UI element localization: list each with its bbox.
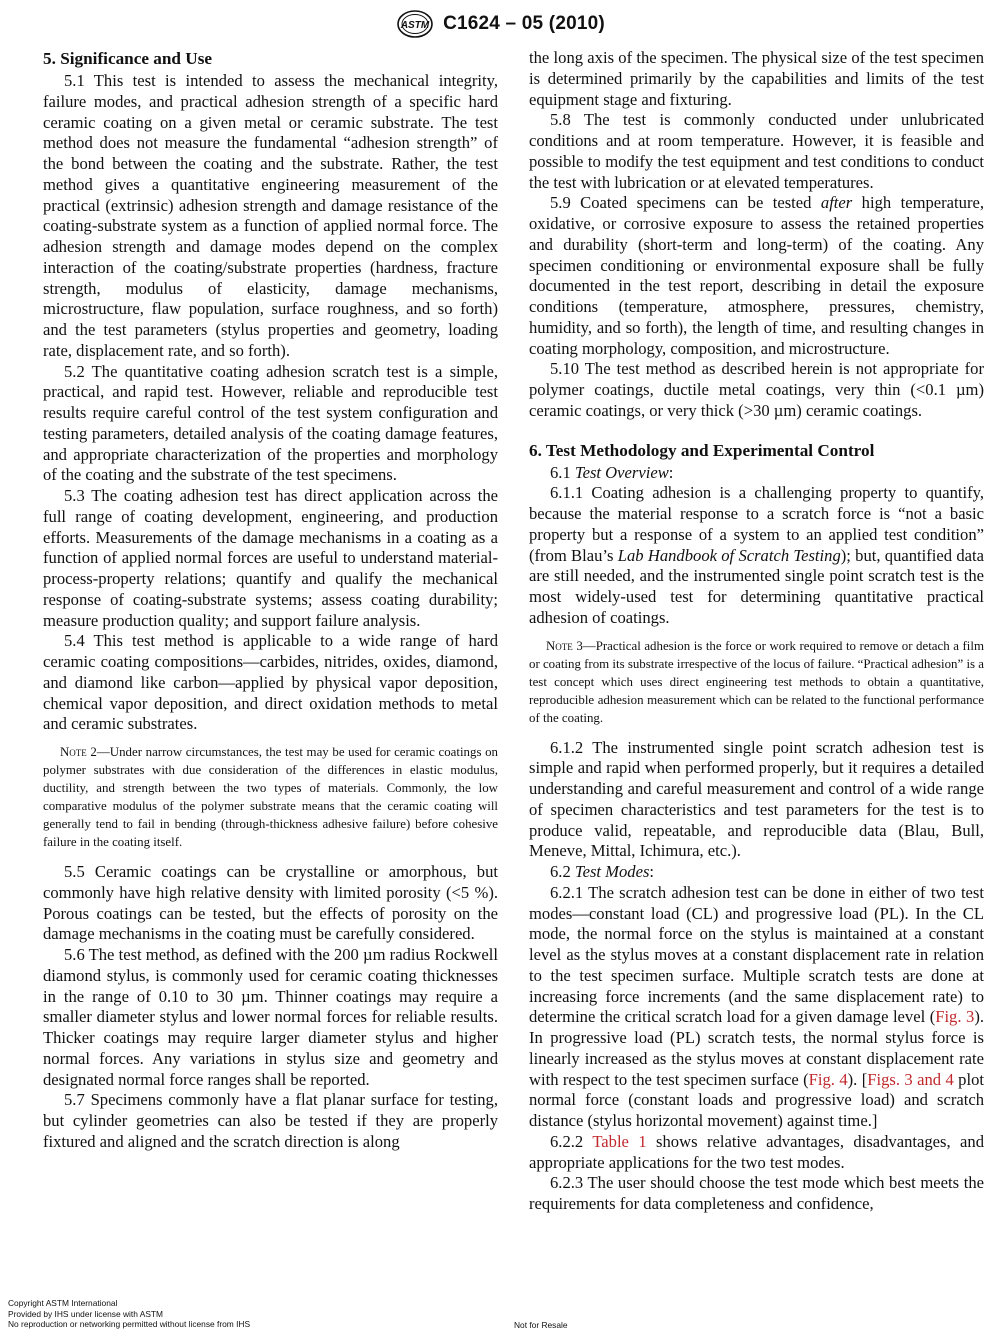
paragraph-6-2-2 <box>529 1132 984 1174</box>
note-2-label: Note 2 <box>60 745 97 759</box>
emphasis-text: after <box>820 193 853 213</box>
figure-3-link[interactable]: Fig. 3 <box>935 1007 975 1027</box>
text-run: : <box>649 862 655 881</box>
note-3 <box>529 637 984 727</box>
subheading-6-1 <box>529 463 984 484</box>
note-3-label: Note 3 <box>546 638 583 653</box>
text-run: 6.1 <box>550 462 575 482</box>
text-run: : <box>668 462 674 482</box>
section-heading-5: 5. Significance and Use <box>43 49 213 68</box>
text-run: 6.2.1 The scratch adhesion test can be done in either of two test modes—constant load (CL) and progressive load (PL). In the CL mode, the normal force on the stylus is maintained at a constant level as the stylus moves at a constant displacement rate in relation to the test specimen surface. Multiple scratch tests are done at increasing force increments (and the same displacement rate) to determine the critical scratch load for a given damage level ( <box>529 882 984 1027</box>
paragraph-6-2-3: 6.2.3 The user should choose the test mode which best meets the requirements for data completeness and confidence, <box>529 1173 984 1213</box>
page-header <box>0 6 1000 42</box>
emphasis-text: Test Overview <box>574 462 669 482</box>
text-run: ). In progressive load (PL) scratch tests, the normal stylus force is linearly increased as the stylus moves at constant displacement rate with respect to the test specimen surface ( <box>529 1007 984 1089</box>
section-heading-6: 6. Test Methodology and Experimental Control <box>529 440 875 460</box>
figures-3-and-4-link[interactable]: Figs. 3 and 4 <box>867 1069 954 1089</box>
paragraph-5-4: 5.4 This test method is applicable to a wide range of hard ceramic coating compositions—carbides, nitrides, oxides, diamond, and diamond like carbon—applied by physical vapor deposition, chemical vapor deposition, and direct oxidation methods to metal and ceramic substrates. <box>43 631 498 734</box>
subheading-6-2 <box>529 862 984 883</box>
paragraph-5-7-continued: the long axis of the specimen. The physical size of the test specimen is determined primarily by the capabilities and limits of the test equipment stage and fixturing. <box>529 48 984 109</box>
copyright-footer <box>8 1298 250 1330</box>
paragraph-5-10: 5.10 The test method as described herein is not appropriate for polymer coatings, ductile metal coatings, very thin (<0.1 µm) ceramic coatings, or very thick (>30 µm) ceramic coatings. <box>529 359 984 420</box>
paragraph-5-2: 5.2 The quantitative coating adhesion scratch test is a simple, practical, and rapid test. However, reliable and reproducible test results require careful control of the test system configuration and testing parameters, detailed analysis of the coating damage features, and appropriate characterization of the properties and morphology of the coating and the substrate of the test specimens. <box>43 361 498 485</box>
note-3-text: —Practical adhesion is the force or work required to remove or detach a film or coating from its substrate irrespective of the locus of failure. “Practical adhesion” is a test concept which uses direct engineering test methods to obtain a quantitative, reproducible adhesion measurement which can be related to the functional performance of the coating. <box>529 638 984 725</box>
paragraph-5-1: 5.1 This test is intended to assess the mechanical integrity, failure modes, and practical adhesion strength of a specific hard ceramic coating on a given metal or ceramic substrate. The test method does not measure the fundamental “adhesion strength” of the bond between the coating and the substrate. Rather, the test method gives a quantitative engineering measurement of the practical (extrinsic) adhesion strength and damage resistance of the coating-substrate system as a function of applied normal force. The adhesion strength and damage modes depend on the complex interaction of the coating/substrate properties (hardness, fracture strength, modulus of elasticity, damage mechanisms, microstructure, flaw population, surface roughness, and so forth) and the test parameters (stylus properties and geometry, loading rate, displacement rate, and so forth). <box>43 71 498 360</box>
not-for-resale-footer: Not for Resale <box>514 1320 568 1330</box>
paragraph-5-8: 5.8 The test is commonly conducted under unlubricated conditions and at room temperature. However, it is feasible and possible to modify the test equipment and test conditions to conduct the test with lubrication or at elevated temperatures. <box>529 110 984 192</box>
text-run: 6.2 <box>550 862 575 881</box>
text-run: ). [ <box>847 1069 868 1089</box>
standard-designation: C1624 – 05 (2010) <box>443 13 605 34</box>
text-run: high temperature, oxidative, or corrosive exposure to assess the retained properties and durability (short-term and long-term) of the coating. Any specimen conditioning or environmental exposure shall be fully documented in the test report, describing in detail the exposure conditions (temperature, atmosphere, pressures, chemistry, humidity, and so forth), the length of time, and resulting changes in coating morphology, composition, and microstructure. <box>529 193 984 358</box>
paragraph-5-3: 5.3 The coating adhesion test has direct application across the full range of coating development, engineering, and production efforts. Measurements of the damage mechanisms in a coating as a function of applied normal forces are useful to understand material-process-property relations; quantify and qualify the mechanical response of coating-substrate systems; assess coating durability; measure production quality; and support failure analysis. <box>43 486 498 630</box>
emphasis-text: Test Modes <box>574 862 650 881</box>
text-run: 5.9 Coated specimens can be tested <box>550 193 821 213</box>
right-column <box>529 48 984 1215</box>
svg-text:ASTM: ASTM <box>400 20 430 31</box>
left-column <box>43 48 498 1153</box>
paragraph-5-9 <box>529 193 984 359</box>
paragraph-6-1-2: 6.1.2 The instrumented single point scratch adhesion test is simple and rapid when performed properly, but it requires a detailed understanding and careful measurement and control of a wide range of specimen characteristics and test parameters for the test is to produce valid, repeatable, and reproducible data (Blau, Bull, Meneve, Mittal, Ichimura, etc.). <box>529 737 984 861</box>
paragraph-6-1-1 <box>529 483 984 628</box>
figure-4-link[interactable]: Fig. 4 <box>808 1069 848 1089</box>
footer-line-3: No reproduction or networking permitted without license from IHS <box>8 1319 251 1330</box>
text-run: 6.2.2 <box>550 1131 593 1151</box>
text-run: 6.1.1 Coating adhesion is a challenging property to quantify, because the material response to a scratch force is “not a basic property but a response of a system to an applied test condition” (from Blau’s <box>529 483 984 565</box>
footer-line-1: Copyright ASTM International <box>8 1298 118 1308</box>
paragraph-6-2-1 <box>529 883 984 1132</box>
paragraph-5-7: 5.7 Specimens commonly have a flat planar surface for testing, but cylinder geometries can also be tested if they are properly fixtured and aligned and the scratch direction is along <box>43 1090 498 1151</box>
paragraph-5-5: 5.5 Ceramic coatings can be crystalline or amorphous, but commonly have high relative density with limited porosity (<5 %). Porous coatings can be tested, but the effects of porosity on the damage mechanisms in the coating must be carefully considered. <box>43 862 498 944</box>
text-run: ); but, quantified data are still needed, and the instrumented single point scratch test is the most widely-used test for determining quantitative practical adhesion of coatings. <box>529 545 984 627</box>
book-title: Lab Handbook of Scratch Testing <box>617 545 841 565</box>
text-run: plot normal force (constant loads and progressive load) and scratch distance (stylus horizontal movement) against time.] <box>529 1069 984 1130</box>
astm-logo-icon <box>395 9 435 39</box>
footer-line-2: Provided by IHS under license with ASTM <box>8 1308 164 1319</box>
note-2 <box>43 743 498 851</box>
table-1-link[interactable]: Table 1 <box>592 1131 647 1151</box>
paragraph-5-6: 5.6 The test method, as defined with the 200 µm radius Rockwell diamond stylus, is commonly used for ceramic coating thicknesses in the range of 0.10 to 30 µm. Thinner coatings may require a smaller diameter stylus and lower normal forces for reliable results. Thicker coatings may require larger diameter stylus and higher normal forces. Any variations in stylus size and geometry and designated normal force ranges shall be reported. <box>43 945 498 1089</box>
text-run: shows relative advantages, disadvantages, and appropriate applications for the two test modes. <box>529 1131 984 1172</box>
note-2-text: —Under narrow circumstances, the test may be used for ceramic coatings on polymer substrates with due consideration of the differences in elastic modulus, ductility, and strength between the two types of materials. Commonly, the low comparative modulus of the polymer substrate means that the ceramic coating will generally tend to fail in bending (through-thickness adhesive failure) before cohesive failure in the coating itself. <box>43 745 498 849</box>
